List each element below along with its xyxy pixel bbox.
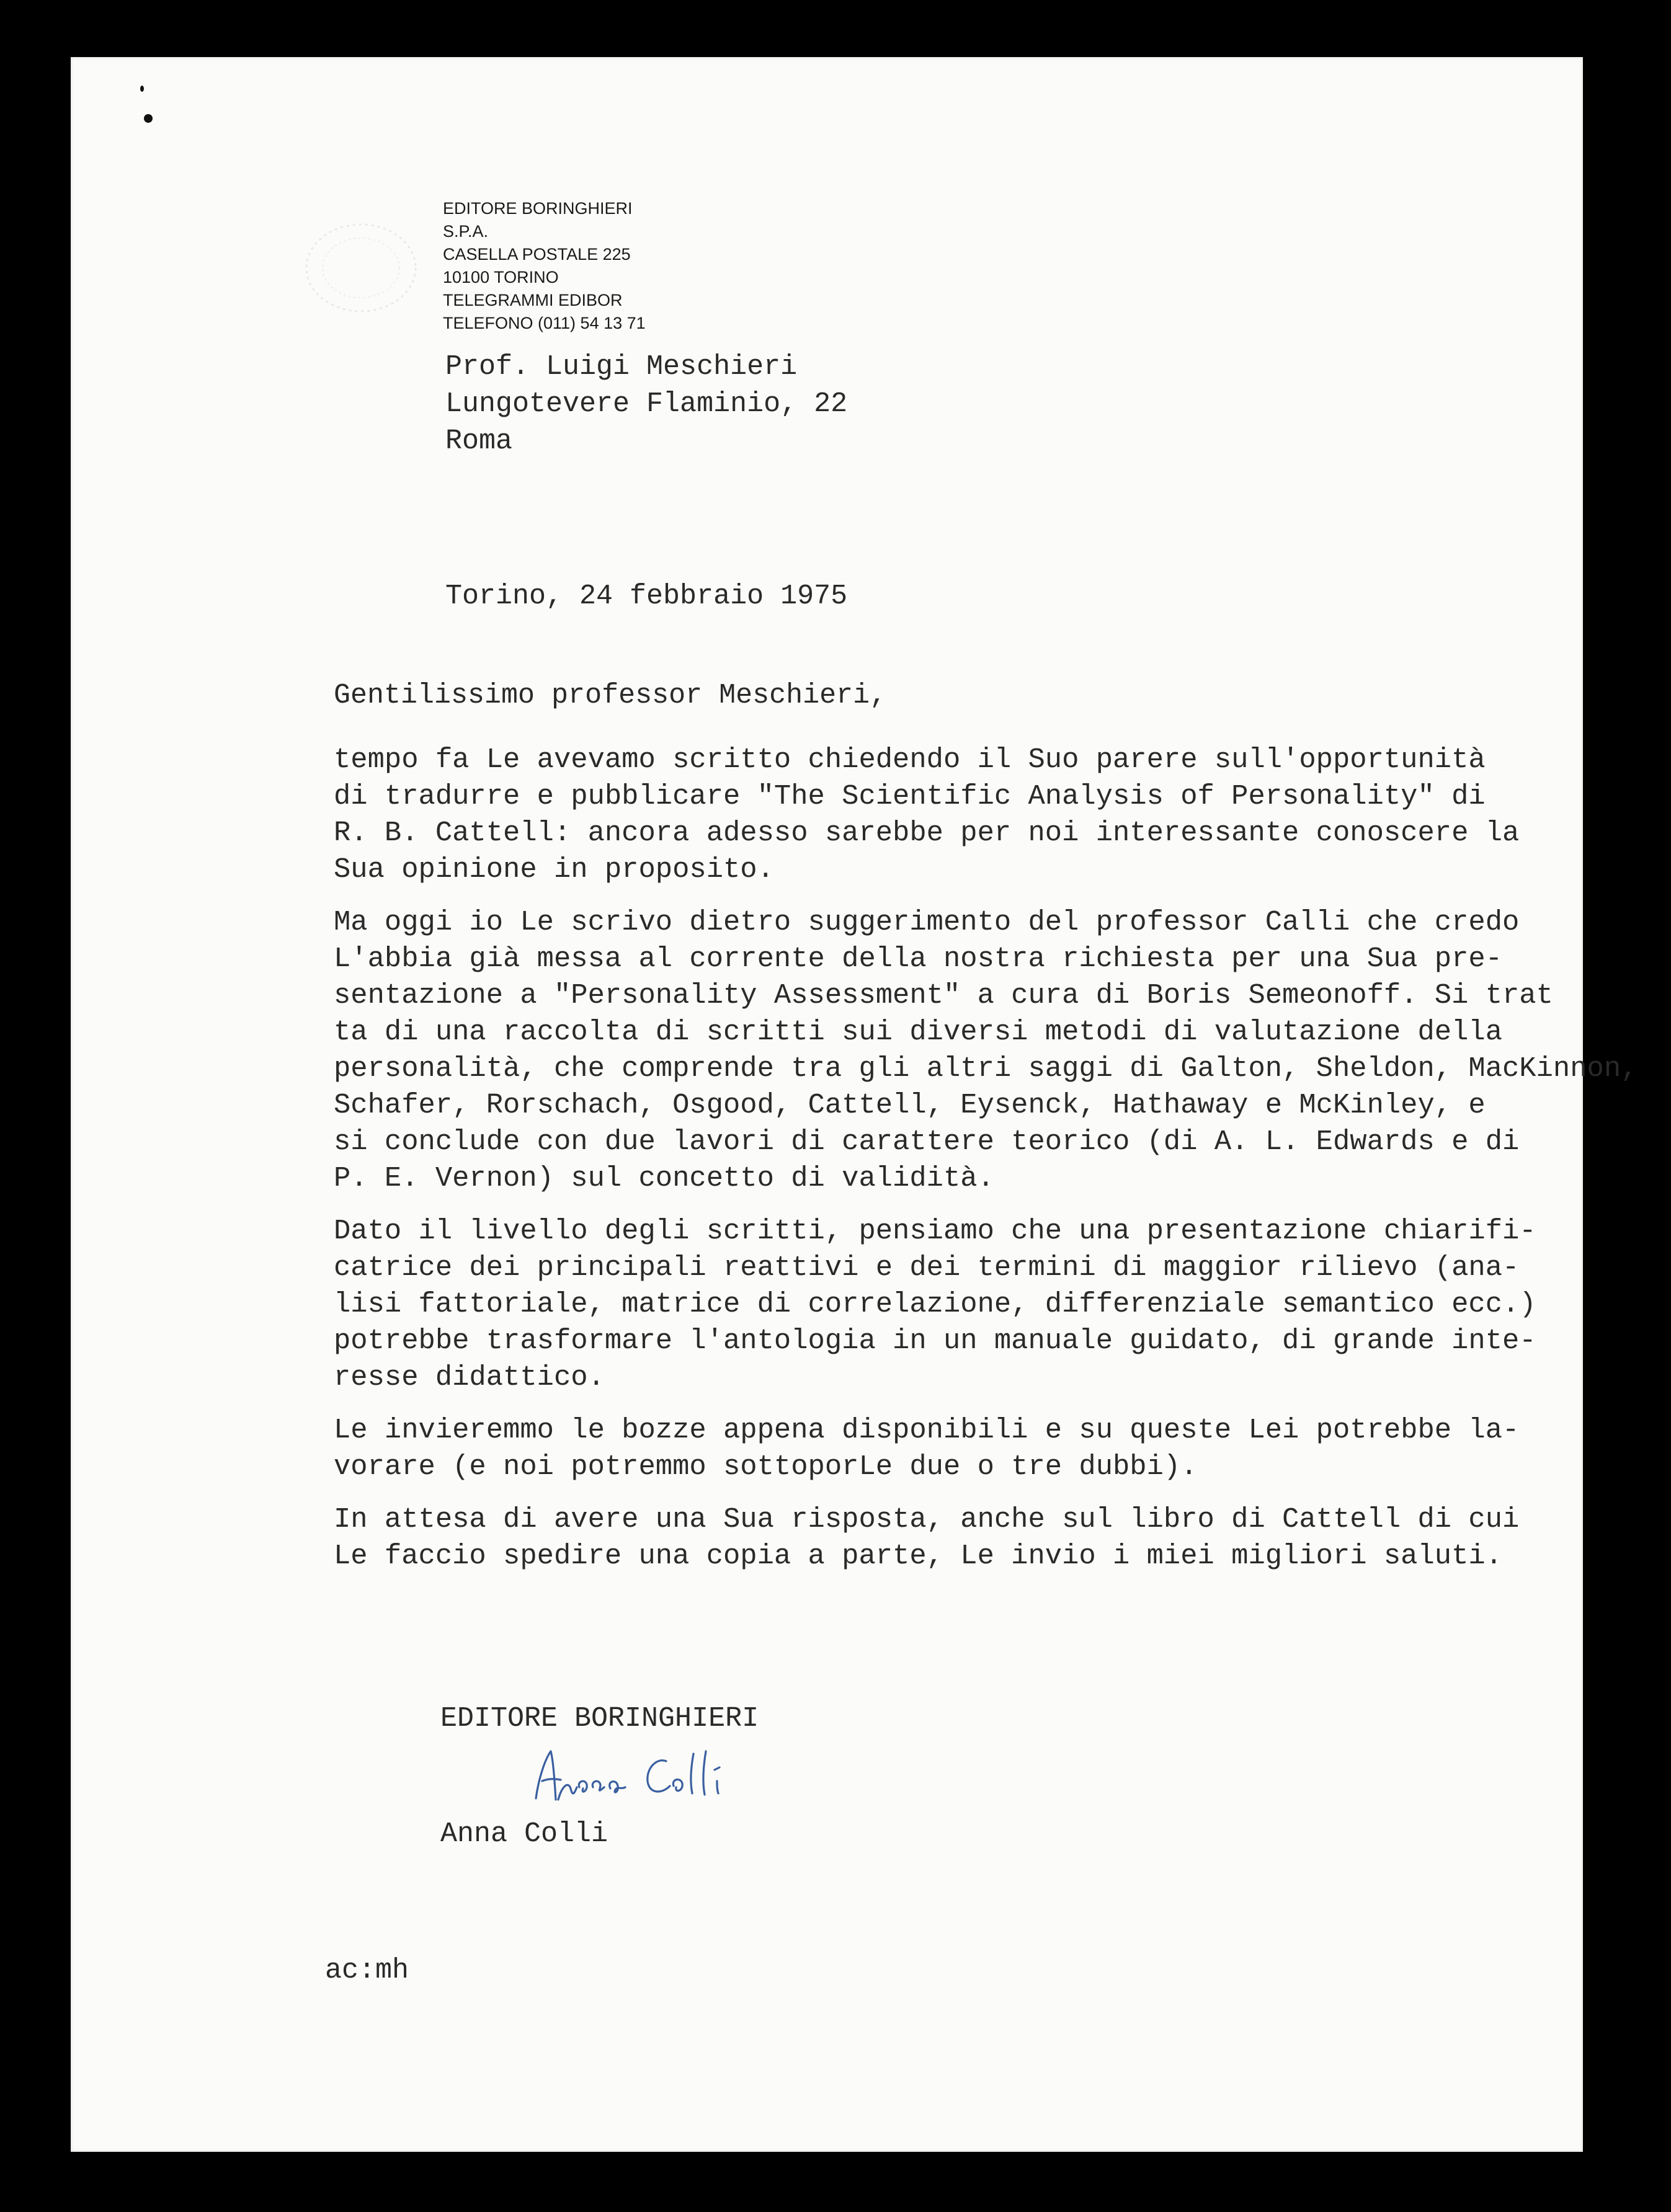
paragraph xyxy=(334,1501,1638,1575)
letter-date: Torino, 24 febbraio 1975 xyxy=(445,580,848,612)
body-line: catrice dei principali reattivi e dei termini di maggior rilievo (ana- xyxy=(334,1251,1520,1284)
letterhead-company: EDITORE BORINGHIERI xyxy=(443,199,633,218)
closing-organization: EDITORE BORINGHIERI xyxy=(440,1703,759,1735)
body-line: vorare (e noi potremmo sottoporLe due o tre dubbi). xyxy=(334,1450,1198,1483)
body-line: Sua opinione in proposito. xyxy=(334,853,774,886)
recipient-street: Lungotevere Flaminio, 22 xyxy=(445,388,848,420)
body-line: personalità, che comprende tra gli altri saggi di Galton, Sheldon, MacKinnon, xyxy=(334,1052,1638,1085)
body-line: si conclude con due lavori di carattere teorico (di A. L. Edwards e di xyxy=(334,1126,1520,1158)
body-line: In attesa di avere una Sua risposta, anche sul libro di Cattell di cui xyxy=(334,1503,1520,1535)
body-line: R. B. Cattell: ancora adesso sarebbe per noi interessante conoscere la xyxy=(334,817,1520,849)
reference-initials: ac:mh xyxy=(325,1955,409,1986)
embossed-seal xyxy=(288,206,430,330)
recipient-name: Prof. Luigi Meschieri xyxy=(445,351,798,383)
letterhead-telegram: TELEGRAMMI EDIBOR xyxy=(443,291,623,309)
handwritten-signature xyxy=(517,1743,778,1811)
body-line: L'abbia già messa al corrente della nostra richiesta per una Sua pre- xyxy=(334,943,1503,975)
letter-sheet xyxy=(71,57,1638,2152)
corner-mark xyxy=(144,114,153,123)
body-line: potrebbe trasformare l'antologia in un manuale guidato, di grande inte- xyxy=(334,1325,1536,1357)
body-line: Dato il livello degli scritti, pensiamo che una presentazione chiarifi- xyxy=(334,1215,1536,1247)
signer-name: Anna Colli xyxy=(440,1818,608,1850)
body-line: sentazione a "Personality Assessment" a cura di Boris Semeonoff. Si trat xyxy=(334,979,1553,1011)
body-line: Le invieremmo le bozze appena disponibili e su queste Lei potrebbe la- xyxy=(334,1414,1520,1446)
salutation: Gentilissimo professor Meschieri, xyxy=(334,680,887,711)
paragraph xyxy=(334,1412,1638,1485)
recipient-city: Roma xyxy=(445,425,513,457)
letterhead-po-box: CASELLA POSTALE 225 xyxy=(443,245,631,264)
body-line: lisi fattoriale, matrice di correlazione, differenziale semantico ecc.) xyxy=(334,1288,1536,1320)
paragraph xyxy=(334,904,1638,1197)
body-line: Schafer, Rorschach, Osgood, Cattell, Eysenck, Hathaway e McKinley, e xyxy=(334,1089,1486,1121)
body-line: resse didattico. xyxy=(334,1361,605,1393)
body-line: P. E. Vernon) sul concetto di validità. xyxy=(334,1162,994,1194)
letterhead-company-type: S.P.A. xyxy=(443,222,489,241)
recipient-address xyxy=(445,349,847,460)
body-line: tempo fa Le avevamo scritto chiedendo il Suo parere sull'opportunità xyxy=(334,744,1486,776)
letterhead-telephone: TELEFONO (011) 54 13 71 xyxy=(443,314,646,332)
body-line: di tradurre e pubblicare "The Scientific Analysis of Personality" di xyxy=(334,780,1486,812)
paragraph xyxy=(334,1213,1638,1396)
letter-body xyxy=(334,742,1638,1591)
paragraph xyxy=(334,742,1638,888)
letterhead xyxy=(443,197,646,335)
letterhead-city: 10100 TORINO xyxy=(443,268,559,286)
body-line: Ma oggi io Le scrivo dietro suggerimento del professor Calli che credo xyxy=(334,906,1520,938)
body-line: Le faccio spedire una copia a parte, Le invio i miei migliori saluti. xyxy=(334,1540,1503,1572)
body-line: ta di una raccolta di scritti sui diversi metodi di valutazione della xyxy=(334,1016,1503,1048)
corner-mark xyxy=(140,86,144,92)
